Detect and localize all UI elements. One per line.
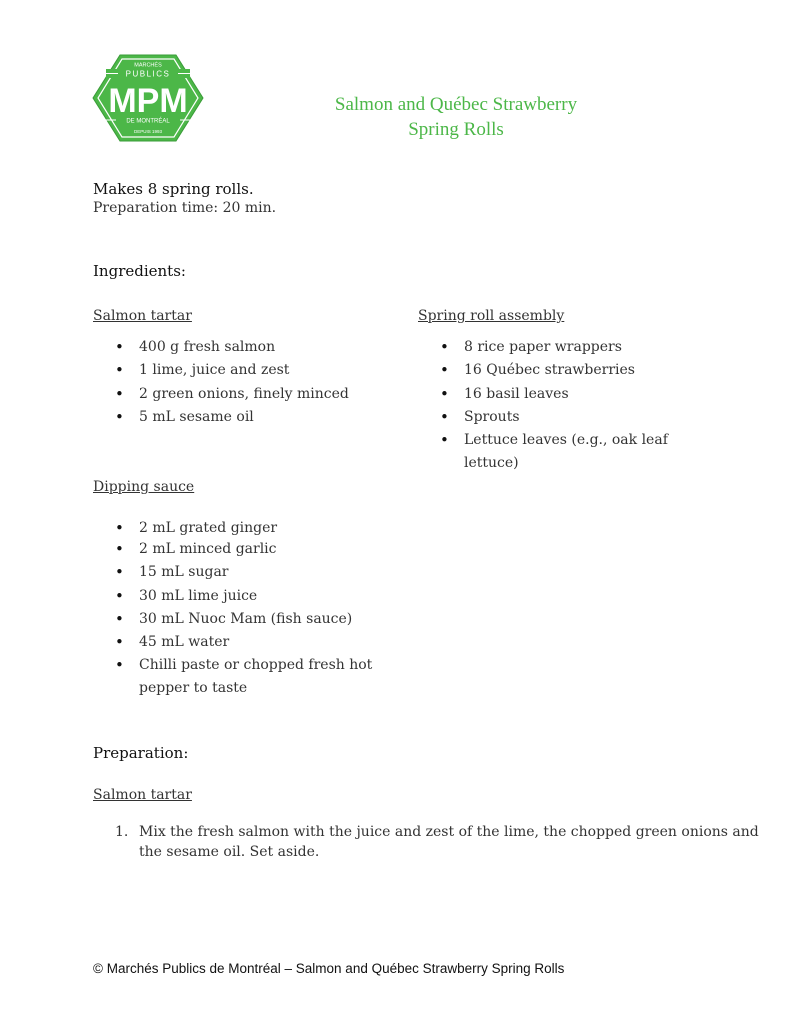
list-item: • 2 mL grated ginger [93, 518, 393, 538]
salmon-tartar-steps [93, 822, 759, 862]
step-number: 1. [115, 824, 129, 840]
spring-roll-assembly-label: Spring roll assembly [418, 308, 565, 324]
salmon-tartar-preparation-label: Salmon tartar [93, 787, 192, 803]
recipe-title-line2: Spring Rolls [408, 119, 504, 140]
list-item: • 16 basil leaves [418, 383, 718, 406]
list-item: • 2 mL minced garlic [93, 538, 393, 561]
yield-text: Makes 8 spring rolls. [93, 180, 254, 198]
step-line: the sesame oil. Set aside. [139, 844, 320, 860]
prep-time-text: Preparation time: 20 min. [93, 200, 277, 216]
list-item: • 15 mL sugar [93, 561, 393, 584]
list-item: • Sprouts [418, 406, 718, 429]
list-item: • 8 rice paper wrappers [418, 336, 718, 359]
logo-bottom-text: DE MONTRÉAL [126, 118, 170, 125]
logo-since-text: DEPUIS 1993 [133, 129, 163, 134]
list-item: • Lettuce leaves (e.g., oak leaf [418, 429, 718, 452]
logo-band-text: PUBLICS [125, 69, 171, 79]
list-item-continuation: pepper to taste [139, 680, 248, 696]
list-item-continuation: lettuce) [464, 455, 519, 471]
ingredients-heading: Ingredients: [93, 262, 186, 280]
logo-monogram: MPM [108, 82, 188, 120]
list-item: • Chilli paste or chopped fresh hot [93, 654, 393, 677]
mpm-logo [92, 54, 204, 142]
list-item: • 16 Québec strawberries [418, 359, 718, 382]
list-item: • 400 g fresh salmon [93, 336, 393, 359]
list-item: • 30 mL Nuoc Mam (fish sauce) [93, 608, 393, 631]
step-line: Mix the fresh salmon with the juice and zest of the lime, the chopped green onions and [139, 824, 759, 840]
recipe-title-line1: Salmon and Québec Strawberry [334, 94, 578, 115]
logo-top-text: MARCHÉS [134, 62, 162, 69]
dipping-sauce-list-b [93, 538, 393, 678]
list-item: • 5 mL sesame oil [93, 406, 393, 429]
list-item: • 2 green onions, finely minced [93, 383, 393, 406]
list-item: • 30 mL lime juice [93, 585, 393, 608]
preparation-heading: Preparation: [93, 744, 189, 762]
list-item: • 45 mL water [93, 631, 393, 654]
dipping-sauce-label: Dipping sauce [93, 479, 195, 495]
spring-roll-assembly-list [418, 336, 718, 452]
dipping-sauce-list-a [93, 518, 393, 538]
page-footer: © Marchés Publics de Montréal – Salmon and Québec Strawberry Spring Rolls [93, 961, 565, 976]
recipe-title [300, 92, 612, 142]
list-item: • 1 lime, juice and zest [93, 359, 393, 382]
step-item [93, 822, 759, 862]
salmon-tartar-ingredients-label: Salmon tartar [93, 308, 192, 324]
salmon-tartar-ingredients-list [93, 336, 393, 429]
